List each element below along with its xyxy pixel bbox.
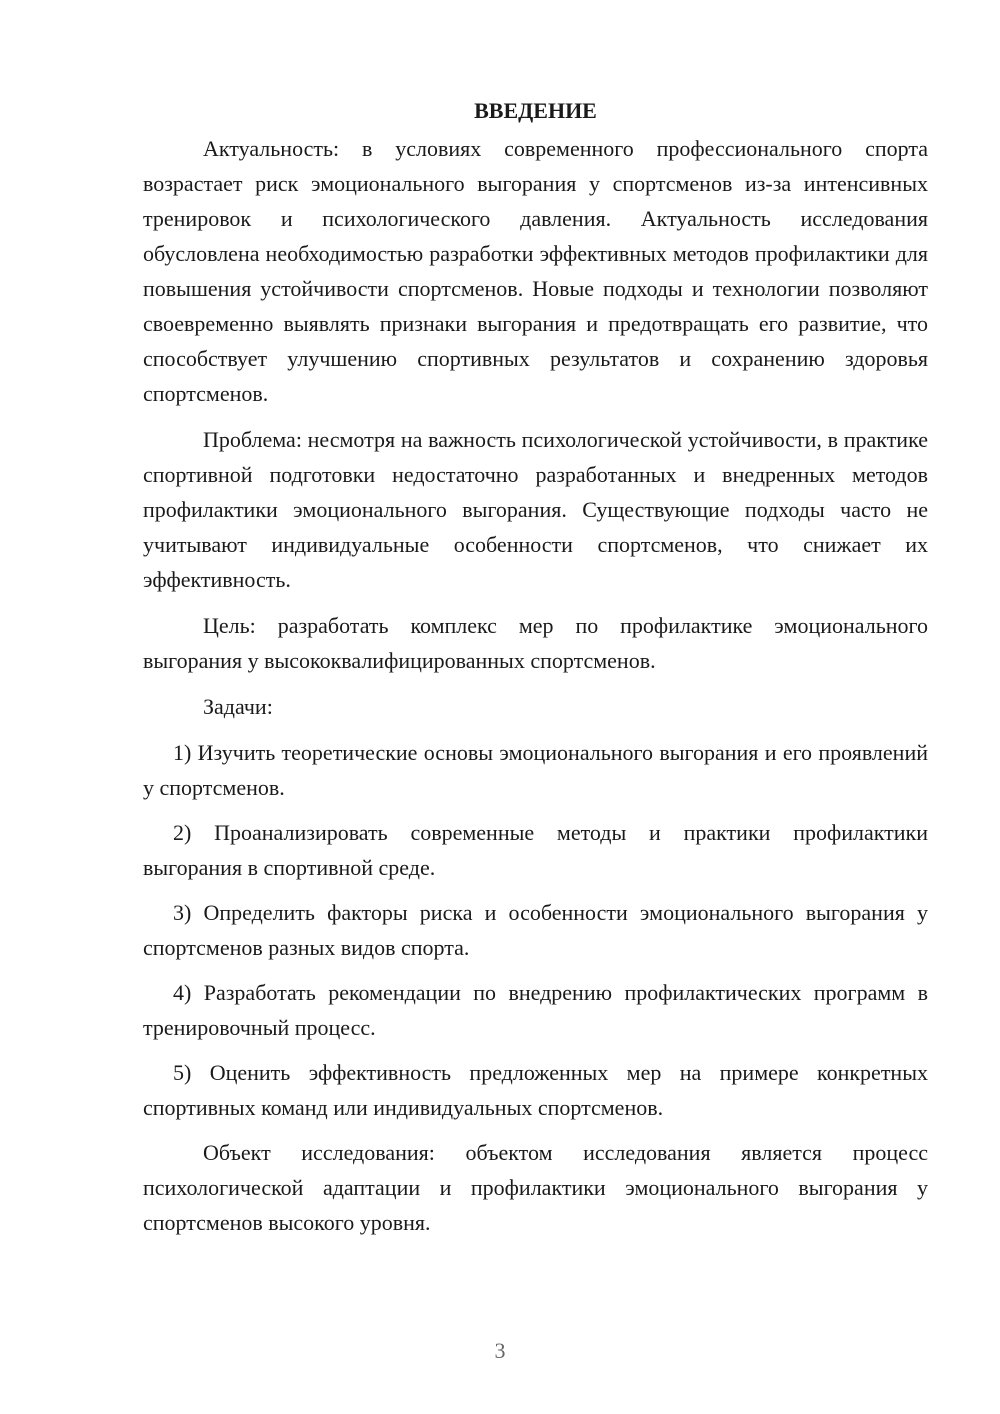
task-item-3: 3) Определить факторы риска и особенности эмоционального выгорания у спортсменов разных видов спорта.: [143, 900, 928, 960]
page-content: [143, 93, 928, 1251]
task-item-4: 4) Разработать рекомендации по внедрению профилактических программ в тренировочный процесс.: [143, 980, 928, 1040]
object-paragraph: Объект исследования: объектом исследования является процесс психологической адаптации и профилактики эмоционального выгорания у спортсменов высокого уровня.: [143, 1140, 928, 1235]
relevance-paragraph: Актуальность: в условиях современного профессионального спорта возрастает риск эмоционального выгорания у спортсменов из-за интенсивных тренировок и психологического давления. Актуальность исследования обусловлена необходимостью разработки эффективных методов профилактики для повышения устойчивости спортсменов. Новые подходы и технологии позволяют своевременно выявлять признаки выгорания и предотвращать его развитие, что способствует улучшению спортивных результатов и сохранению здоровья спортсменов.: [143, 136, 928, 406]
page-number: 3: [494, 1338, 506, 1363]
task-item-1: 1) Изучить теоретические основы эмоционального выгорания и его проявлений у спортсменов.: [143, 740, 928, 800]
task-item-5: 5) Оценить эффективность предложенных мер на примере конкретных спортивных команд или индивидуальных спортсменов.: [143, 1060, 928, 1120]
problem-paragraph: Проблема: несмотря на важность психологической устойчивости, в практике спортивной подготовки недостаточно разработанных и внедренных методов профилактики эмоционального выгорания. Существующие подходы часто не учитывают индивидуальные особенности спортсменов, что снижает их эффективность.: [143, 427, 928, 592]
section-heading: ВВЕДЕНИЕ: [474, 98, 597, 123]
task-item-2: 2) Проанализировать современные методы и практики профилактики выгорания в спортивной среде.: [143, 820, 928, 880]
tasks-heading: Задачи:: [203, 694, 273, 719]
goal-paragraph: Цель: разработать комплекс мер по профилактике эмоционального выгорания у высококвалифицированных спортсменов.: [143, 613, 928, 673]
